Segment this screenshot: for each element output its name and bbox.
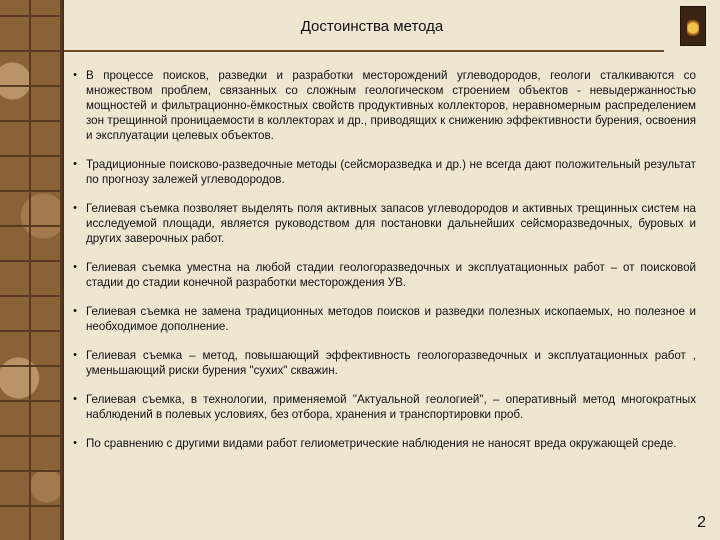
page-number: 2: [697, 514, 706, 531]
list-item: [64, 392, 696, 422]
list-item: [64, 201, 696, 246]
bullet-text: Гелиевая съемка – метод, повышающий эффективность геологоразведочных и эксплуатационных работ , уменьшающий риски бурения "сухих" скважин.: [86, 349, 696, 377]
flame-icon: [687, 16, 699, 36]
title-divider: [64, 50, 664, 52]
list-item: [64, 68, 696, 143]
bullet-text: Гелиевая съемка уместна на любой стадии геологоразведочных и эксплуатационных работ – от поисковой стадии до стадии конечной разработки месторождения УВ.: [86, 261, 696, 289]
bullet-dot-icon: •: [73, 202, 77, 214]
list-item: [64, 436, 696, 451]
list-item: [64, 304, 696, 334]
bullet-text: Гелиевая съемка, в технологии, применяемой "Актуальной геологией", – оперативный метод многократных наблюдений в полевых условиях, без отбора, хранения и транспортировки проб.: [86, 393, 696, 421]
list-item: [64, 157, 696, 187]
bullet-dot-icon: •: [73, 393, 77, 405]
list-item: [64, 348, 696, 378]
bullet-dot-icon: •: [73, 158, 77, 170]
list-item: [64, 260, 696, 290]
bullet-text: В процессе поисков, разведки и разработки месторождений углеводородов, геологи сталкиваются со множеством проблем, связанных со сложным геологическом строением объектов - невыдержанностью мощностей и фильтрационно-ёмкостных свойств продуктивных коллекторов, неравномерным распределением зон трещинной проницаемости в коллекторах и др., приводящих к снижению эффективности бурения, освоения и эксплуатации целевых объектов.: [86, 69, 696, 142]
slide-title: Достоинства метода: [300, 18, 444, 35]
bullet-dot-icon: •: [73, 261, 77, 273]
bullet-dot-icon: •: [73, 69, 77, 81]
oil-derrick-logo-icon: [680, 6, 706, 46]
title-bar: [64, 0, 720, 56]
bullet-dot-icon: •: [73, 437, 77, 449]
bullet-text: По сравнению с другими видами работ гелиометрические наблюдения не наносят вреда окружающей среде.: [86, 437, 677, 450]
bullet-dot-icon: •: [73, 349, 77, 361]
decorative-side-strip: [0, 0, 64, 540]
bullet-text: Гелиевая съемка позволяет выделять поля активных запасов углеводородов и активных трещинных систем на исследуемой площади, является руководством для постановки дальнейших сейсморазведочных, буровых и других заверочных работ.: [86, 202, 696, 245]
bullet-list: [64, 68, 696, 465]
bullet-text: Традиционные поисково-разведочные методы (сейсморазведка и др.) не всегда дают положительный результат по прогнозу залежей углеводородов.: [86, 158, 696, 186]
bullet-text: Гелиевая съемка не замена традиционных методов поисков и разведки полезных ископаемых, но полезное и необходимое дополнение.: [86, 305, 696, 333]
bullet-dot-icon: •: [73, 305, 77, 317]
